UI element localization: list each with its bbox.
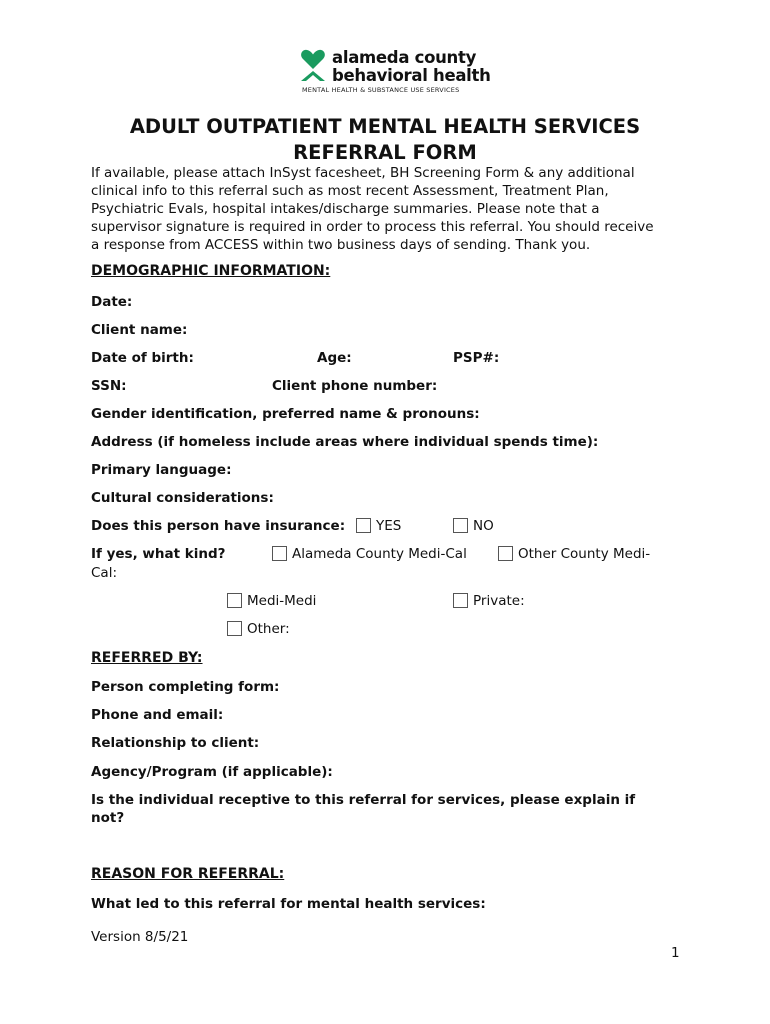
insurance-yes-checkbox[interactable] bbox=[356, 518, 371, 533]
insurance-no-checkbox[interactable] bbox=[453, 518, 468, 533]
alameda-medical-label: Alameda County Medi-Cal bbox=[292, 546, 467, 562]
version-text: Version 8/5/21 bbox=[91, 929, 189, 945]
receptive-question-line-2: not? bbox=[91, 810, 125, 826]
logo-line-1: alameda county bbox=[332, 48, 477, 67]
language-label: Primary language: bbox=[91, 462, 232, 478]
receptive-question-line-1: Is the individual receptive to this referral for services, please explain if bbox=[91, 792, 636, 808]
intro-line: a response from ACCESS within two business days of sending. Thank you. bbox=[91, 237, 591, 253]
intro-line: If available, please attach InSyst facesheet, BH Screening Form & any additional bbox=[91, 165, 635, 181]
phone-email-label: Phone and email: bbox=[91, 707, 224, 723]
gender-label: Gender identification, preferred name & pronouns: bbox=[91, 406, 480, 422]
other-county-label: Other County Medi- bbox=[518, 546, 651, 562]
private-checkbox[interactable] bbox=[453, 593, 468, 608]
logo-line-2: behavioral health bbox=[332, 66, 491, 85]
medi-medi-label: Medi-Medi bbox=[247, 593, 317, 609]
other-insurance-checkbox[interactable] bbox=[227, 621, 242, 636]
intro-line: Psychiatric Evals, hospital intakes/discharge summaries. Please note that a bbox=[91, 201, 600, 217]
insurance-kind-question: If yes, what kind? bbox=[91, 546, 226, 562]
other-county-checkbox[interactable] bbox=[498, 546, 513, 561]
intro-text bbox=[91, 164, 654, 254]
private-label: Private: bbox=[473, 593, 525, 609]
ssn-label: SSN: bbox=[91, 378, 127, 394]
age-label: Age: bbox=[317, 350, 352, 366]
demographic-heading: DEMOGRAPHIC INFORMATION: bbox=[91, 263, 331, 279]
page-number: 1 bbox=[671, 945, 680, 961]
insurance-question: Does this person have insurance: bbox=[91, 518, 346, 534]
form-title-line-1: ADULT OUTPATIENT MENTAL HEALTH SERVICES bbox=[129, 115, 641, 138]
logo-tagline: MENTAL HEALTH & SUBSTANCE USE SERVICES bbox=[302, 86, 460, 94]
date-label: Date: bbox=[91, 294, 133, 310]
cultural-label: Cultural considerations: bbox=[91, 490, 274, 506]
client-name-label: Client name: bbox=[91, 322, 188, 338]
psp-label: PSP#: bbox=[453, 350, 500, 366]
dob-label: Date of birth: bbox=[91, 350, 194, 366]
alameda-medical-checkbox[interactable] bbox=[272, 546, 287, 561]
person-completing-label: Person completing form: bbox=[91, 679, 280, 695]
form-title-line-2: REFERRAL FORM bbox=[293, 141, 477, 164]
client-phone-label: Client phone number: bbox=[272, 378, 438, 394]
referred-by-heading: REFERRED BY: bbox=[91, 650, 203, 666]
insurance-no-label: NO bbox=[473, 518, 494, 534]
heart-chevron-logo-icon bbox=[298, 48, 328, 86]
other-county-label-wrap: Cal: bbox=[91, 565, 117, 581]
relationship-label: Relationship to client: bbox=[91, 735, 260, 751]
intro-line: clinical info to this referral such as most recent Assessment, Treatment Plan, bbox=[91, 183, 609, 199]
reason-heading: REASON FOR REFERRAL: bbox=[91, 866, 285, 882]
insurance-yes-label: YES bbox=[376, 518, 402, 534]
medi-medi-checkbox[interactable] bbox=[227, 593, 242, 608]
intro-line: supervisor signature is required in order to process this referral. You should receive bbox=[91, 219, 654, 235]
what-led-label: What led to this referral for mental health services: bbox=[91, 896, 486, 912]
address-label: Address (if homeless include areas where individual spends time): bbox=[91, 434, 599, 450]
agency-label: Agency/Program (if applicable): bbox=[91, 764, 333, 780]
other-insurance-label: Other: bbox=[247, 621, 290, 637]
